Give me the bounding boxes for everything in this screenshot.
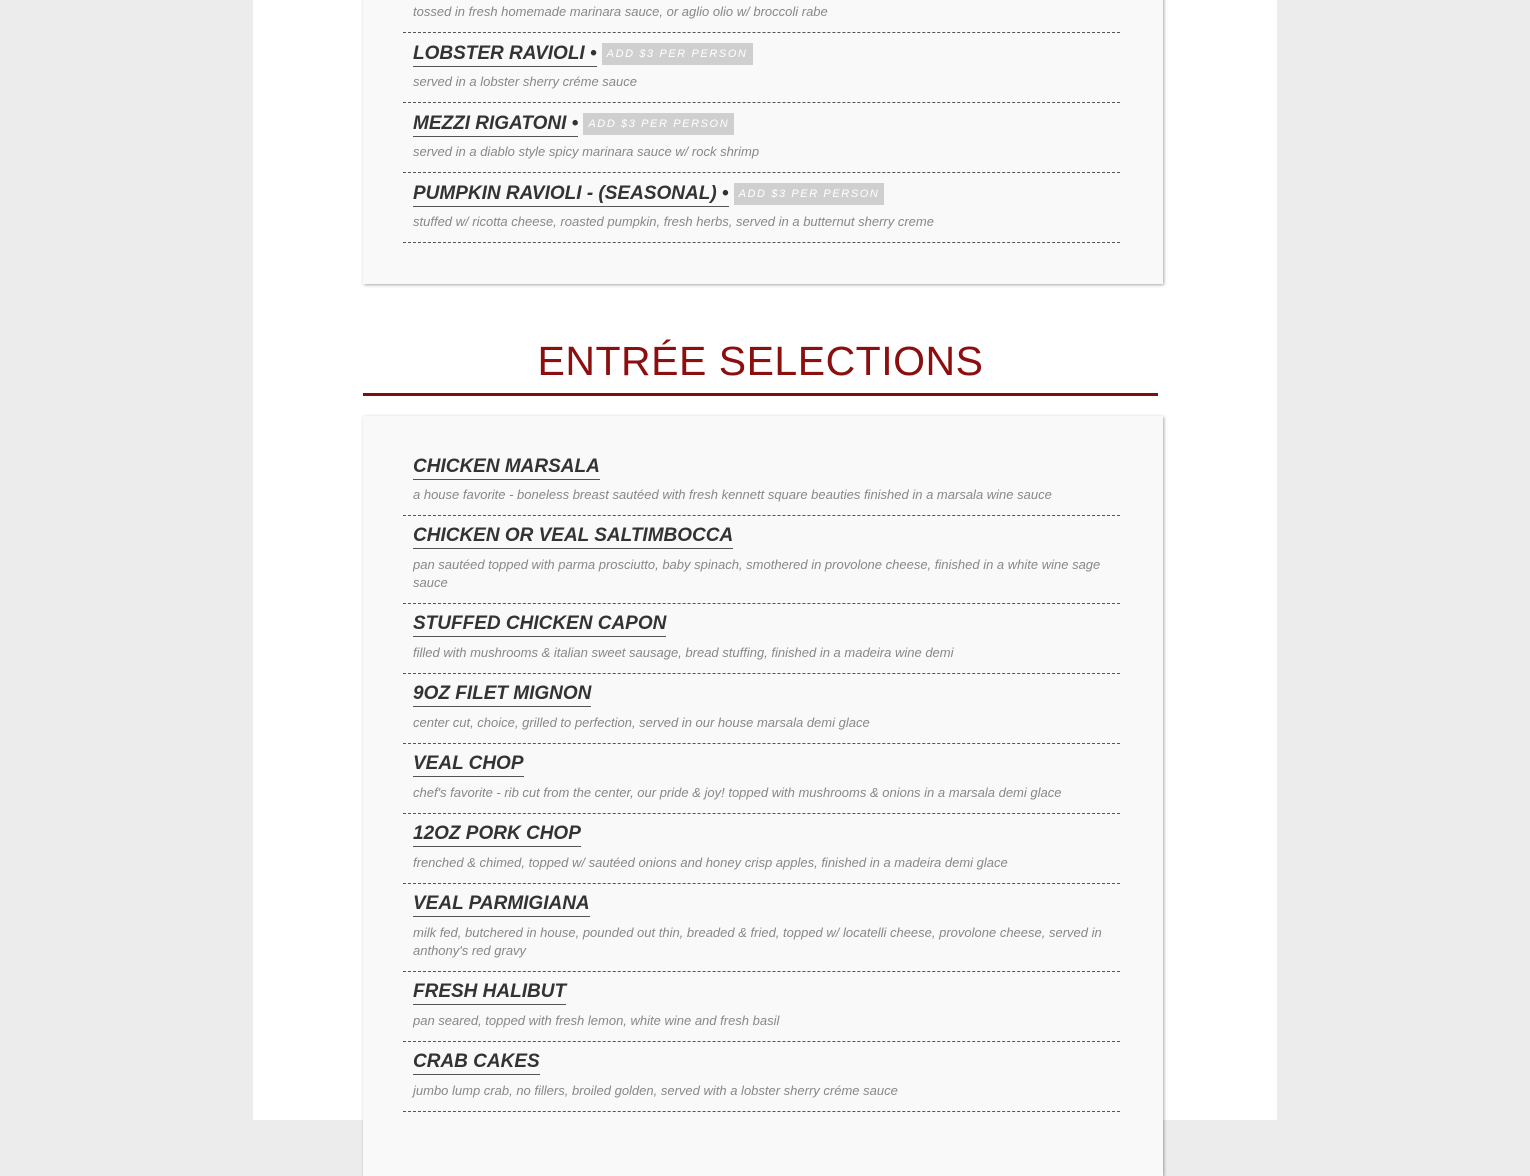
- entree-menu-card: [363, 416, 1163, 1176]
- price-badge: ADD $3 PER PERSON: [734, 183, 885, 205]
- item-description: frenched & chimed, topped w/ sautéed onions and honey crisp apples, finished in a madeira demi glace: [413, 855, 1008, 870]
- item-description: a house favorite - boneless breast sautéed with fresh kennett square beauties finished in a marsala wine sauce: [413, 487, 1052, 502]
- item-description: milk fed, butchered in house, pounded out thin, breaded & fried, topped w/ locatelli cheese, provolone cheese, served in anthony's red gravy: [413, 925, 1102, 958]
- menu-item-saltimbocca: [403, 516, 1120, 604]
- item-title[interactable]: STUFFED CHICKEN CAPON: [413, 613, 666, 637]
- menu-item-pork-chop: [403, 814, 1120, 884]
- item-description: pan seared, topped with fresh lemon, white wine and fresh basil: [413, 1013, 780, 1028]
- item-title[interactable]: 12OZ PORK CHOP: [413, 823, 581, 847]
- item-description: pan sautéed topped with parma prosciutto, baby spinach, smothered in provolone cheese, finished in a white wine sage sauce: [413, 557, 1101, 590]
- section-heading-entree: ENTRÉE SELECTIONS: [537, 338, 984, 384]
- menu-item-veal-parmigiana: [403, 884, 1120, 972]
- menu-item-filet-mignon: [403, 674, 1120, 744]
- item-title[interactable]: CHICKEN OR VEAL SALTIMBOCCA: [413, 525, 733, 549]
- item-description: filled with mushrooms & italian sweet sausage, bread stuffing, finished in a madeira wine demi: [413, 645, 954, 660]
- menu-item-stuffed-chicken-capon: [403, 604, 1120, 674]
- menu-item-veal-chop: [403, 744, 1120, 814]
- menu-item-crab-cakes: [403, 1042, 1120, 1112]
- item-title[interactable]: MEZZI RIGATONI •: [413, 113, 578, 137]
- item-title[interactable]: FRESH HALIBUT: [413, 981, 566, 1005]
- item-description: jumbo lump crab, no fillers, broiled golden, served with a lobster sherry créme sauce: [413, 1083, 898, 1098]
- item-title[interactable]: 9OZ FILET MIGNON: [413, 683, 591, 707]
- menu-item-lobster-ravioli: [403, 33, 1120, 103]
- item-description: center cut, choice, grilled to perfection, served in our house marsala demi glace: [413, 715, 870, 730]
- section-divider: [363, 393, 1158, 396]
- item-description: served in a diablo style spicy marinara sauce w/ rock shrimp: [413, 144, 760, 159]
- menu-item-fresh-halibut: [403, 972, 1120, 1042]
- menu-item-mezzi-rigatoni: [403, 103, 1120, 173]
- item-description: tossed in fresh homemade marinara sauce, or aglio olio w/ broccoli rabe: [413, 4, 828, 19]
- page-content: [253, 0, 1277, 1120]
- price-badge: ADD $3 PER PERSON: [602, 43, 753, 65]
- menu-item-pumpkin-ravioli: [403, 173, 1120, 243]
- price-badge: ADD $3 PER PERSON: [583, 113, 734, 135]
- item-description: stuffed w/ ricotta cheese, roasted pumpkin, fresh herbs, served in a butternut sherry creme: [413, 214, 934, 229]
- item-title[interactable]: PUMPKIN RAVIOLI - (SEASONAL) •: [413, 183, 729, 207]
- pasta-menu-card: [363, 0, 1163, 284]
- item-title[interactable]: VEAL CHOP: [413, 753, 524, 777]
- item-description: served in a lobster sherry créme sauce: [413, 74, 637, 89]
- item-title[interactable]: VEAL PARMIGIANA: [413, 893, 590, 917]
- menu-item-chicken-marsala: [403, 446, 1120, 516]
- menu-item: [403, 0, 1120, 33]
- item-description: chef's favorite - rib cut from the center, our pride & joy! topped with mushrooms & onions in a marsala demi glace: [413, 785, 1062, 800]
- item-title[interactable]: CRAB CAKES: [413, 1051, 540, 1075]
- item-title[interactable]: CHICKEN MARSALA: [413, 456, 600, 480]
- item-title[interactable]: LOBSTER RAVIOLI •: [413, 43, 597, 67]
